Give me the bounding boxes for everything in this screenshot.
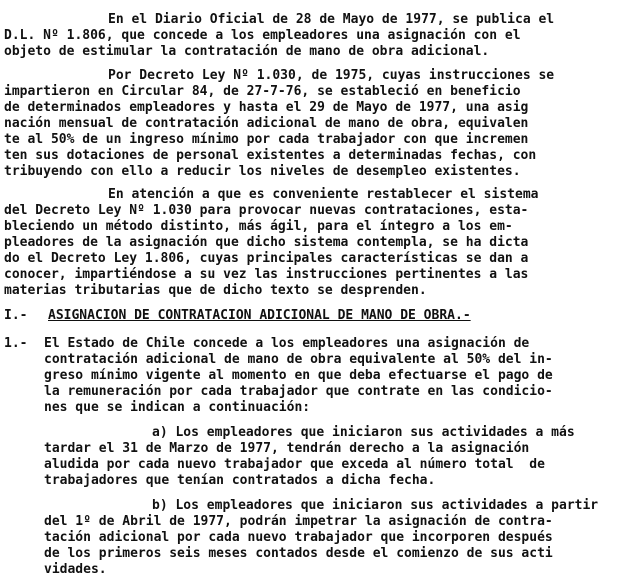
item-number: 1.- xyxy=(4,336,28,352)
text-line: do el Decreto Ley 1.806, cuyas principales características se dan a xyxy=(4,250,529,266)
text-line: del 1º de Abril de 1977, podrán impetrar la asignación de contra- xyxy=(44,514,553,530)
text-line: aludida por cada nuevo trabajador que exceda al número total de xyxy=(44,456,545,472)
text-line: El Estado de Chile concede a los empleadores una asignación de xyxy=(44,336,530,352)
text-line: nes que se indican a continuación: xyxy=(44,400,311,416)
text-line: b) Los empleadores que iniciaron sus actividades a partir xyxy=(152,498,599,514)
text-line: Por Decreto Ley Nº 1.030, de 1975, cuyas instrucciones se xyxy=(108,67,555,83)
section-number: I.- xyxy=(4,308,28,324)
text-line: ten sus dotaciones de personal existentes a determinadas fechas, con xyxy=(4,147,537,163)
text-line: bleciendo un método distinto, más ágil, para el íntegro a los em- xyxy=(4,218,513,234)
text-line: la remuneración por cada trabajador que contrate en las condicio- xyxy=(44,384,553,400)
text-line: conocer, impartiéndose a su vez las instrucciones pertinentes a las xyxy=(4,266,529,282)
text-line: contratación adicional de mano de obra equivalente al 50% del in- xyxy=(44,352,553,368)
text-line: vidades. xyxy=(44,562,107,577)
text-line: D.L. Nº 1.806, que concede a los empleadores una asignación con el xyxy=(4,28,521,44)
text-line: a) Los empleadores que iniciaron sus actividades a más xyxy=(152,424,575,440)
text-line: objeto de estimular la contratación de mano de obra adicional. xyxy=(4,44,490,60)
text-line: En atención a que es conveniente restablecer el sistema xyxy=(108,187,539,203)
text-line: de determinados empleadores y hasta el 29 de Mayo de 1977, una asig xyxy=(4,99,529,115)
text-line: tardar el 31 de Marzo de 1977, tendrán derecho a la asignación xyxy=(44,440,530,456)
text-line: materias tributarias que de dicho texto se desprenden. xyxy=(4,282,427,298)
text-line: pleadores de la asignación que dicho sistema contempla, se ha dicta xyxy=(4,234,529,250)
section-title: ASIGNACION DE CONTRATACION ADICIONAL DE MANO DE OBRA.- xyxy=(48,308,471,324)
text-line: te al 50% de un ingreso mínimo por cada trabajador con que incremen xyxy=(4,131,529,147)
text-line: greso mínimo vigente al momento en que deba efectuarse el pago de xyxy=(44,368,553,384)
text-line: tación adicional por cada nuevo trabajador que incorporen después xyxy=(44,530,553,546)
text-line: de los primeros seis meses contados desde el comienzo de sus acti xyxy=(44,546,553,562)
text-line: tribuyendo con ello a reducir los niveles de desempleo existentes. xyxy=(4,163,521,179)
text-line: impartieron en Circular 84, de 27-7-76, se estableció en beneficio xyxy=(4,83,521,99)
text-line: del Decreto Ley Nº 1.030 para provocar nuevas contrataciones, esta- xyxy=(4,202,529,218)
text-line: trabajadores que tenían contratados a dicha fecha. xyxy=(44,472,436,488)
text-line: nación mensual de contratación adicional de mano de obra, equivalen xyxy=(4,115,529,131)
text-line: En el Diario Oficial de 28 de Mayo de 1977, se publica el xyxy=(108,12,555,28)
